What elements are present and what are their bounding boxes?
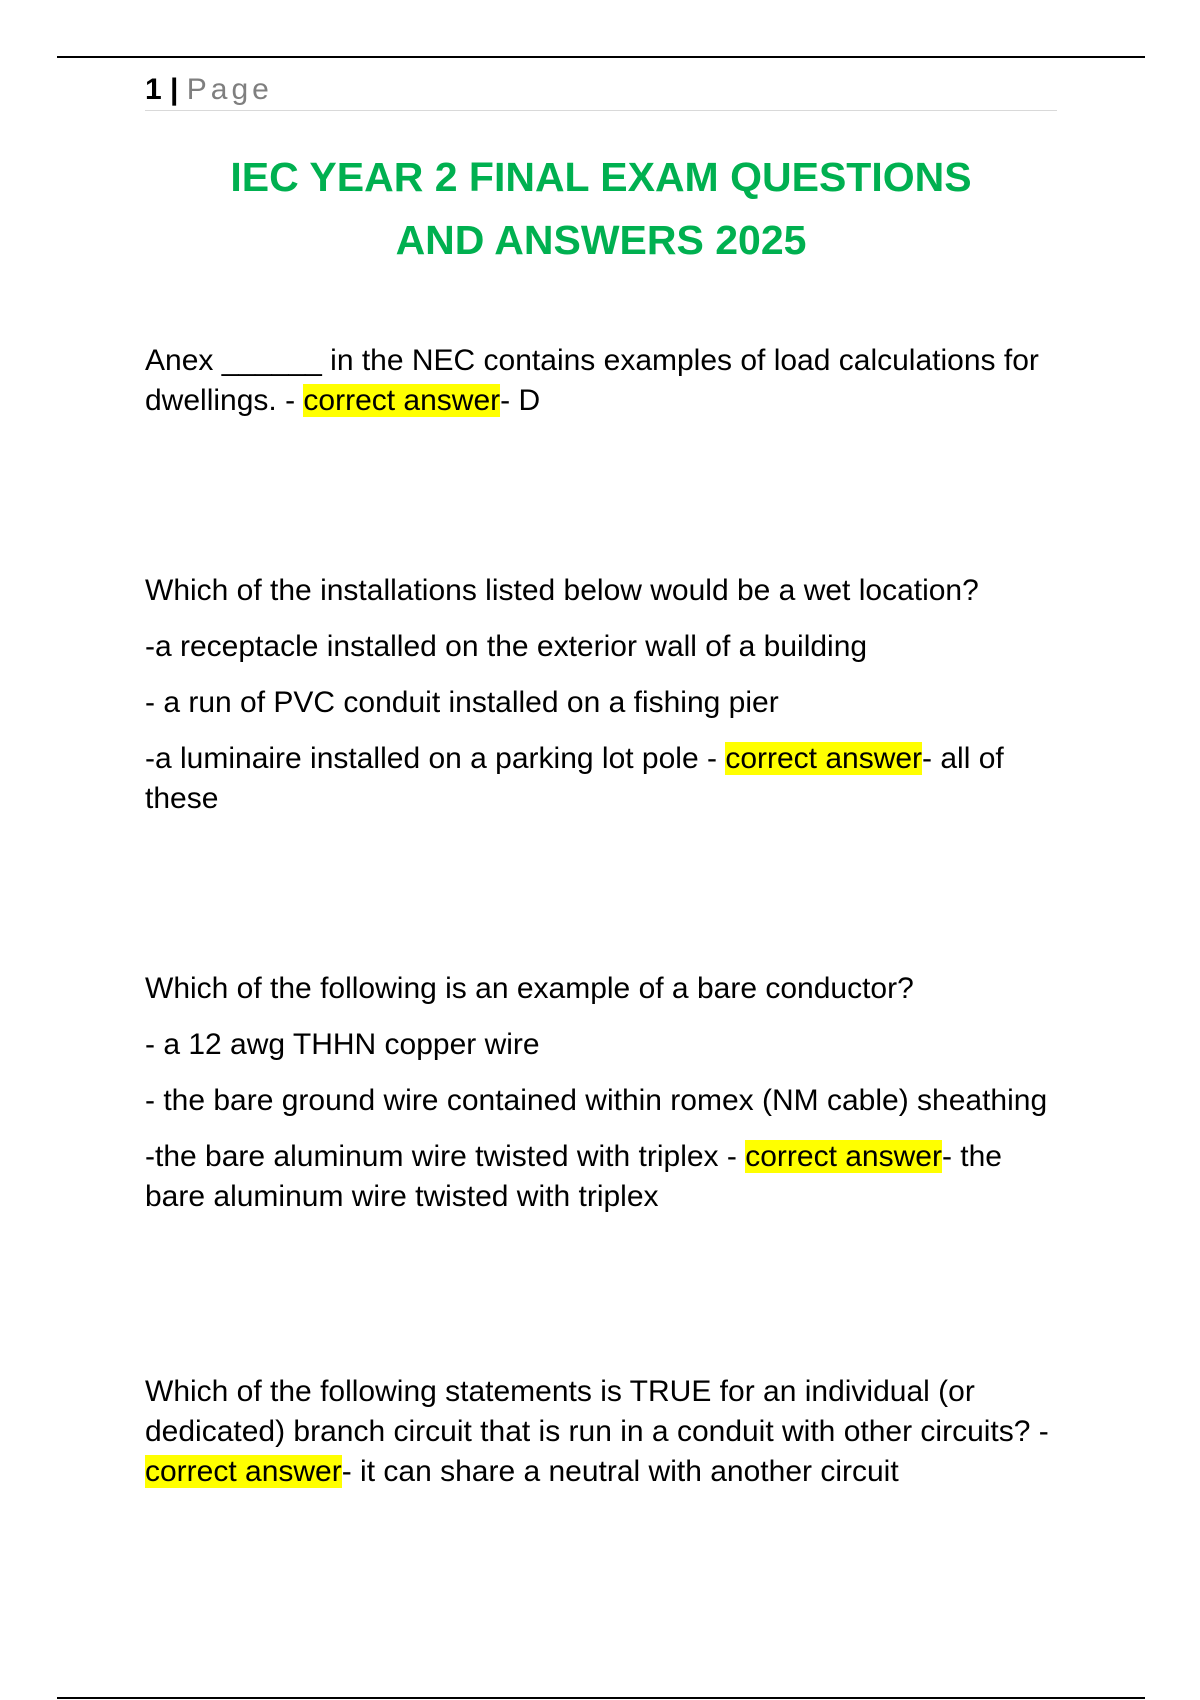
top-rule — [57, 56, 1145, 58]
title-line-2: AND ANSWERS 2025 — [395, 217, 807, 263]
question-prompt: Anex ______ in the NEC contains examples of load calculations for dwellings. - — [145, 344, 1039, 417]
option-item-with-answer — [145, 1137, 1057, 1217]
question-text — [145, 341, 1057, 421]
page-header — [145, 70, 1057, 111]
page-separator: | — [170, 73, 179, 106]
answer-text: - it can share a neutral with another circuit — [341, 1455, 899, 1488]
answer-text: - D — [500, 384, 541, 417]
page-label: Page — [186, 73, 273, 106]
answer-highlight: correct answer — [145, 1455, 342, 1488]
question-block-2 — [145, 571, 1057, 819]
question-block-4 — [145, 1372, 1057, 1492]
option-item: - a run of PVC conduit installed on a fishing pier — [145, 686, 779, 719]
option-item: - the bare ground wire contained within romex (NM cable) sheathing — [145, 1084, 1048, 1117]
answer-highlight: correct answer — [725, 742, 923, 775]
question-prompt: Which of the installations listed below would be a wet location? — [145, 574, 979, 607]
question-block-3 — [145, 969, 1057, 1217]
option-item: - a 12 awg THHN copper wire — [145, 1028, 540, 1061]
option-text: -a luminaire installed on a parking lot pole - — [145, 742, 726, 775]
answer-text: - all of these — [145, 742, 1004, 815]
answer-highlight: correct answer — [303, 384, 501, 417]
question-prompt: Which of the following is an example of a bare conductor? — [145, 972, 914, 1005]
document-title — [145, 146, 1057, 272]
page-number: 1 — [145, 73, 162, 106]
answer-highlight: correct answer — [745, 1140, 942, 1173]
answer-text: - the bare aluminum wire twisted with triplex — [145, 1140, 1002, 1213]
question-block-1 — [145, 341, 1057, 421]
title-line-1: IEC YEAR 2 FINAL EXAM QUESTIONS — [230, 154, 972, 200]
option-item-with-answer — [145, 739, 1057, 819]
question-text — [145, 1372, 1057, 1492]
qa-content — [145, 341, 1057, 1492]
bottom-rule — [57, 1697, 1145, 1699]
option-item: -a receptacle installed on the exterior wall of a building — [145, 630, 868, 663]
option-text: -the bare aluminum wire twisted with triplex - — [145, 1140, 746, 1173]
question-prompt: Which of the following statements is TRUE for an individual (or dedicated) branch circuit that is run in a conduit with other circuits? - — [145, 1375, 1049, 1448]
